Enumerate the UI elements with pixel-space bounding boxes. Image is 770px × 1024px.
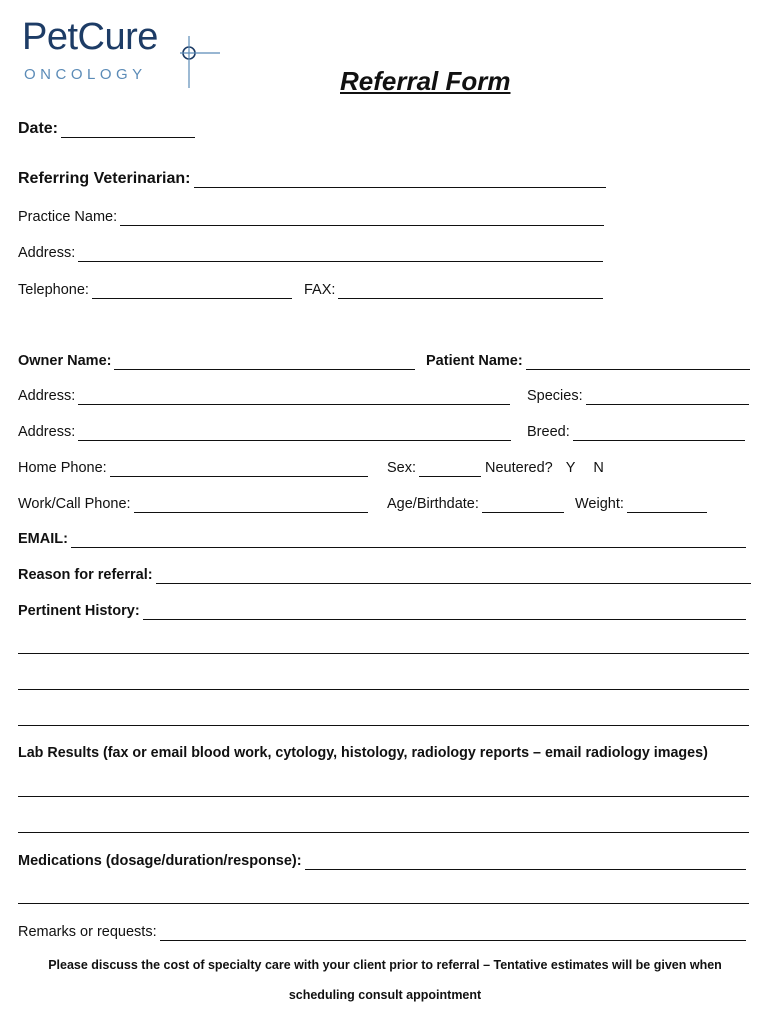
- practice-name-label: Practice Name:: [18, 209, 118, 225]
- owner-address-2-field[interactable]: [18, 423, 511, 441]
- remarks-field[interactable]: [18, 923, 746, 941]
- telephone-field[interactable]: [18, 281, 292, 299]
- reason-field[interactable]: [18, 566, 751, 584]
- owner-name-field[interactable]: [18, 352, 415, 370]
- logo-brand: PetCure: [22, 16, 158, 58]
- age-label: Age/Birthdate:: [387, 496, 479, 512]
- history-label: Pertinent History:: [18, 603, 140, 619]
- reason-label: Reason for referral:: [18, 567, 153, 583]
- species-field[interactable]: [527, 387, 749, 405]
- page-title: Referral Form: [340, 66, 511, 96]
- patient-name-label: Patient Name:: [426, 353, 523, 369]
- referring-vet-field[interactable]: [18, 170, 606, 188]
- medications-label: Medications (dosage/duration/response):: [18, 853, 302, 869]
- lab-results-line-2[interactable]: [18, 832, 749, 833]
- neutered-no-option[interactable]: N: [593, 460, 604, 476]
- footer-note-line-1: Please discuss the cost of specialty care with your client prior to referral – Tentative estimates will be given when: [48, 958, 722, 972]
- footer-note-line-2: scheduling consult appointment: [288, 988, 482, 1002]
- home-phone-label: Home Phone:: [18, 460, 107, 476]
- neutered-field[interactable]: [485, 459, 615, 477]
- fax-label: FAX:: [304, 282, 336, 298]
- telephone-label: Telephone:: [18, 282, 89, 298]
- date-field[interactable]: [18, 120, 195, 138]
- medications-line-2[interactable]: [18, 903, 749, 904]
- logo-subtitle: ONCOLOGY: [24, 66, 147, 83]
- email-field[interactable]: [18, 530, 746, 548]
- remarks-label: Remarks or requests:: [18, 924, 157, 940]
- history-line-3[interactable]: [18, 689, 749, 690]
- practice-address-label: Address:: [18, 245, 76, 261]
- age-field[interactable]: [387, 495, 564, 513]
- breed-field[interactable]: [527, 423, 745, 441]
- neutered-label: Neutered?: [485, 460, 553, 476]
- work-phone-field[interactable]: [18, 495, 368, 513]
- lab-results-line-1[interactable]: [18, 796, 749, 797]
- history-field[interactable]: [18, 602, 746, 620]
- medications-field[interactable]: [18, 852, 746, 870]
- species-label: Species:: [527, 388, 583, 404]
- fax-field[interactable]: [304, 281, 603, 299]
- date-label: Date:: [18, 120, 59, 137]
- history-line-2[interactable]: [18, 653, 749, 654]
- home-phone-field[interactable]: [18, 459, 368, 477]
- history-line-4[interactable]: [18, 725, 749, 726]
- sex-field[interactable]: [387, 459, 481, 477]
- breed-label: Breed:: [527, 424, 570, 440]
- referring-vet-label: Referring Veterinarian:: [18, 170, 191, 187]
- neutered-yes-option[interactable]: Y: [565, 460, 576, 476]
- weight-label: Weight:: [575, 496, 624, 512]
- patient-name-field[interactable]: [426, 352, 750, 370]
- practice-address-field[interactable]: [18, 244, 603, 262]
- email-label: EMAIL:: [18, 531, 68, 547]
- sex-label: Sex:: [387, 460, 417, 476]
- practice-name-field[interactable]: [18, 208, 604, 226]
- owner-name-label: Owner Name:: [18, 353, 112, 369]
- owner-address-1-label: Address:: [18, 388, 76, 404]
- owner-address-1-field[interactable]: [18, 387, 510, 405]
- weight-field[interactable]: [575, 495, 707, 513]
- work-phone-label: Work/Call Phone:: [18, 496, 131, 512]
- owner-address-2-label: Address:: [18, 424, 76, 440]
- lab-results-label: Lab Results (fax or email blood work, cytology, histology, radiology reports – email radiology images): [18, 745, 708, 761]
- crosshair-icon: [180, 36, 232, 88]
- logo: [20, 14, 220, 94]
